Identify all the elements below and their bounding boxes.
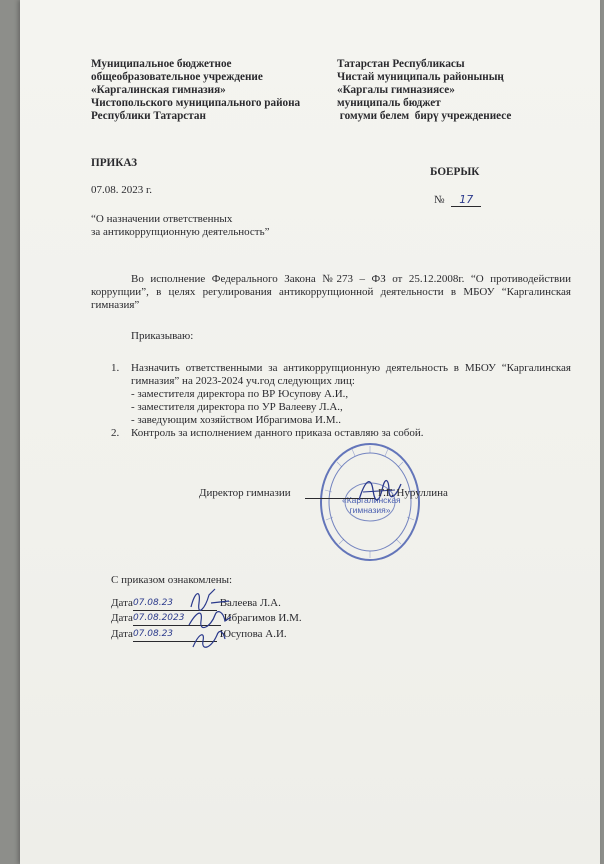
order-number: [434, 193, 481, 207]
acquaint-name: Юсупова А.И.: [219, 628, 287, 640]
seal-text: «Каргалинская гимназия»: [342, 495, 401, 515]
header-left-block: [91, 58, 300, 123]
acquaint-date: 07.08.23: [133, 597, 217, 611]
header-right-line: муниципаль бюджет: [337, 97, 441, 109]
staff-signatures-icon: [185, 585, 235, 655]
order-subject-line: “О назначении ответственных: [91, 213, 233, 225]
header-left-line: общеобразовательное учреждение: [91, 71, 263, 83]
director-role: Директор гимназии: [199, 487, 291, 499]
header-right-block: [337, 58, 511, 123]
header-right-line: Чистай муниципаль районының: [337, 71, 504, 83]
order-subject-line: за антикоррупционную деятельность”: [91, 226, 270, 238]
persons-list: [131, 388, 348, 427]
order-subject: [91, 213, 269, 239]
header-right-line: гомуми белем бирү учреждениесе: [337, 110, 512, 122]
person-line: - заведующим хозяйством Ибрагимова И.М..: [131, 414, 342, 426]
date-label: Дата: [111, 612, 133, 624]
header-left-line: Муниципальное бюджетное: [91, 58, 232, 70]
acquaint-date: 07.08.23: [133, 628, 217, 642]
order-number-label: №: [434, 194, 445, 206]
order-number-value: 17: [451, 193, 481, 207]
header-right-line: «Каргалы гимназиясе»: [337, 84, 455, 96]
command-line: Приказываю:: [131, 330, 194, 342]
acquaint-name: Валеева Л.А.: [219, 597, 281, 609]
item-text: Назначить ответственными за антикоррупционную деятельность в МБОУ “Каргалинская гимназия” на 2023-2024 уч.год следующих лиц:: [131, 362, 571, 387]
acquaint-name: Ибрагимов И.М.: [223, 612, 302, 624]
date-label: Дата: [111, 628, 133, 640]
header-right-line: Татарстан Республикасы: [337, 58, 465, 70]
preamble-paragraph: Во исполнение Федерального Закона №273 – ФЗ от 25.12.2008г. “О противодействии коррупции”, в целях регулирования антикоррупционной деятельности в МБОУ “Каргалинская гимназия”: [91, 273, 571, 311]
person-line: - заместителя директора по ВР Юсупову А.И.,: [131, 388, 349, 400]
person-line: - заместителя директора по УР Валееву Л.А.,: [131, 401, 343, 413]
order-title-ru: ПРИКАЗ: [91, 157, 138, 169]
acquaint-title: С приказом ознакомлены:: [111, 574, 233, 586]
order-title-tt: БОЕРЫК: [430, 166, 480, 178]
date-label: Дата: [111, 597, 133, 609]
order-date: 07.08. 2023 г.: [91, 184, 153, 196]
item-text: Контроль за исполнением данного приказа оставляю за собой.: [131, 427, 424, 439]
item-number: 1.: [111, 362, 120, 374]
director-name: Г.Г. Нуруллина: [378, 487, 448, 499]
item-number: 2.: [111, 427, 120, 439]
header-left-line: «Каргалинская гимназия»: [91, 84, 226, 96]
acquaint-date: 07.08.2023: [133, 612, 221, 626]
header-left-line: Чистопольского муниципального района: [91, 97, 301, 109]
header-left-line: Республики Татарстан: [91, 110, 206, 122]
